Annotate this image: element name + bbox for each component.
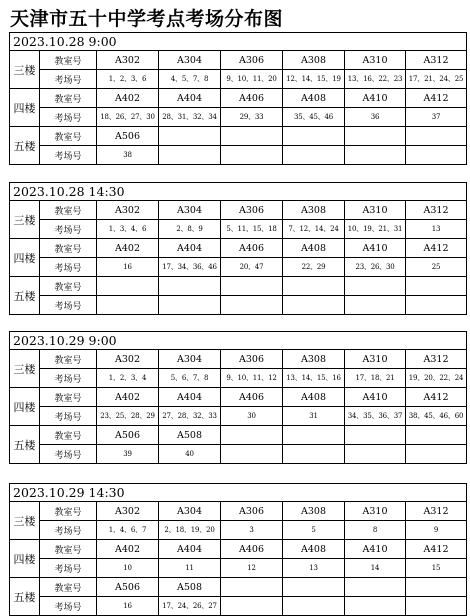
exam-room-numbers: 14 — [345, 559, 406, 578]
exam-room-numbers: 37 — [406, 108, 467, 127]
exam-room-label: 考场号 — [40, 597, 97, 616]
exam-room-numbers: 34、35、36、37 — [345, 407, 406, 426]
session-block — [9, 32, 466, 165]
session-block — [9, 483, 466, 616]
exam-room-numbers: 38 — [97, 146, 159, 165]
classroom-number: A306 — [221, 51, 283, 70]
classroom-number — [221, 578, 283, 597]
classroom-number: A312 — [406, 502, 467, 521]
exam-room-numbers: 17、34、36、46 — [159, 258, 221, 277]
exam-room-numbers: 40 — [159, 445, 221, 464]
exam-room-label: 考场号 — [40, 445, 97, 464]
classroom-number: A302 — [97, 502, 159, 521]
session-table — [9, 182, 467, 315]
session-block — [9, 182, 466, 315]
exam-room-numbers: 36 — [345, 108, 406, 127]
classroom-number: A408 — [283, 239, 345, 258]
session-table — [9, 483, 467, 616]
classroom-number: A410 — [345, 540, 406, 559]
session-datetime: 2023.10.29 9:00 — [10, 332, 467, 350]
exam-room-numbers — [159, 296, 221, 315]
exam-room-numbers — [283, 146, 345, 165]
exam-room-label: 考场号 — [40, 296, 97, 315]
floor-label: 四楼 — [10, 388, 40, 426]
classroom-number — [221, 277, 283, 296]
exam-room-numbers: 23、25、28、29 — [97, 407, 159, 426]
exam-room-numbers: 1、4、6、7 — [97, 521, 159, 540]
classroom-number: A508 — [159, 426, 221, 445]
session-block — [9, 331, 466, 464]
classroom-number — [159, 127, 221, 146]
classroom-number — [345, 426, 406, 445]
exam-room-numbers: 38、45、46、60 — [406, 407, 467, 426]
classroom-number — [221, 127, 283, 146]
exam-room-numbers: 1、3、4、6 — [97, 220, 159, 239]
floor-label: 四楼 — [10, 239, 40, 277]
classroom-label: 教室号 — [40, 502, 97, 521]
classroom-number: A308 — [283, 51, 345, 70]
exam-room-numbers — [283, 296, 345, 315]
exam-room-numbers: 3 — [221, 521, 283, 540]
floor-label: 三楼 — [10, 51, 40, 89]
classroom-label: 教室号 — [40, 578, 97, 597]
classroom-number — [97, 277, 159, 296]
classroom-label: 教室号 — [40, 201, 97, 220]
exam-room-numbers: 27、28、32、33 — [159, 407, 221, 426]
exam-room-label: 考场号 — [40, 70, 97, 89]
exam-room-numbers: 22、29 — [283, 258, 345, 277]
exam-room-label: 考场号 — [40, 521, 97, 540]
classroom-number: A408 — [283, 540, 345, 559]
classroom-number: A304 — [159, 350, 221, 369]
exam-room-numbers — [221, 597, 283, 616]
exam-room-numbers — [221, 296, 283, 315]
exam-room-numbers: 12 — [221, 559, 283, 578]
exam-room-label: 考场号 — [40, 407, 97, 426]
exam-room-numbers: 1、2、3、6 — [97, 70, 159, 89]
classroom-number: A408 — [283, 89, 345, 108]
exam-room-numbers — [406, 445, 467, 464]
exam-room-numbers — [221, 445, 283, 464]
classroom-number — [221, 426, 283, 445]
exam-room-numbers — [221, 146, 283, 165]
classroom-number: A506 — [97, 426, 159, 445]
classroom-number: A310 — [345, 502, 406, 521]
floor-label: 四楼 — [10, 540, 40, 578]
classroom-label: 教室号 — [40, 127, 97, 146]
classroom-number: A406 — [221, 540, 283, 559]
floor-label: 五楼 — [10, 426, 40, 464]
exam-room-numbers: 5、11、15、18 — [221, 220, 283, 239]
exam-room-numbers — [345, 597, 406, 616]
classroom-number — [283, 578, 345, 597]
exam-room-numbers: 18、26、27、30 — [97, 108, 159, 127]
exam-room-numbers: 9、10、11、12 — [221, 369, 283, 388]
classroom-number: A312 — [406, 350, 467, 369]
classroom-number — [406, 277, 467, 296]
exam-room-numbers: 10、19、21、31 — [345, 220, 406, 239]
exam-room-numbers — [406, 296, 467, 315]
classroom-number — [283, 127, 345, 146]
exam-room-numbers — [159, 146, 221, 165]
classroom-label: 教室号 — [40, 239, 97, 258]
exam-room-numbers: 17、18、21 — [345, 369, 406, 388]
classroom-number: A302 — [97, 350, 159, 369]
exam-room-numbers: 13 — [406, 220, 467, 239]
classroom-number — [406, 578, 467, 597]
classroom-number: A404 — [159, 540, 221, 559]
classroom-number: A310 — [345, 51, 406, 70]
exam-room-numbers: 13 — [283, 559, 345, 578]
classroom-number: A302 — [97, 201, 159, 220]
classroom-number: A304 — [159, 201, 221, 220]
classroom-number: A402 — [97, 239, 159, 258]
floor-label: 五楼 — [10, 578, 40, 616]
exam-room-numbers: 16 — [97, 597, 159, 616]
classroom-number: A306 — [221, 350, 283, 369]
classroom-number: A508 — [159, 578, 221, 597]
exam-room-numbers — [345, 146, 406, 165]
classroom-label: 教室号 — [40, 388, 97, 407]
exam-room-numbers: 7、12、14、24 — [283, 220, 345, 239]
exam-room-label: 考场号 — [40, 220, 97, 239]
exam-room-numbers: 11 — [159, 559, 221, 578]
classroom-number: A304 — [159, 51, 221, 70]
classroom-label: 教室号 — [40, 426, 97, 445]
floor-label: 三楼 — [10, 502, 40, 540]
classroom-number: A404 — [159, 388, 221, 407]
floor-label: 五楼 — [10, 277, 40, 315]
exam-room-numbers: 5 — [283, 521, 345, 540]
exam-room-numbers: 2、8、9 — [159, 220, 221, 239]
exam-room-numbers: 9、10、11、20 — [221, 70, 283, 89]
exam-room-numbers — [406, 597, 467, 616]
exam-room-numbers: 35、45、46 — [283, 108, 345, 127]
classroom-number: A406 — [221, 388, 283, 407]
classroom-number: A404 — [159, 239, 221, 258]
classroom-number: A410 — [345, 89, 406, 108]
classroom-number — [283, 426, 345, 445]
exam-room-numbers: 1、2、3、4 — [97, 369, 159, 388]
classroom-label: 教室号 — [40, 540, 97, 559]
exam-room-numbers: 4、5、7、8 — [159, 70, 221, 89]
classroom-number: A310 — [345, 201, 406, 220]
classroom-number: A312 — [406, 201, 467, 220]
exam-room-numbers: 23、26、30 — [345, 258, 406, 277]
exam-room-numbers: 15 — [406, 559, 467, 578]
classroom-number: A404 — [159, 89, 221, 108]
exam-room-label: 考场号 — [40, 559, 97, 578]
exam-room-numbers: 10 — [97, 559, 159, 578]
exam-room-numbers — [345, 445, 406, 464]
classroom-number: A506 — [97, 127, 159, 146]
floor-label: 三楼 — [10, 201, 40, 239]
page-title: 天津市五十中学考点考场分布图 — [10, 8, 284, 30]
exam-room-numbers — [345, 296, 406, 315]
exam-room-numbers: 13、16、22、23 — [345, 70, 406, 89]
classroom-number — [345, 578, 406, 597]
exam-room-label: 考场号 — [40, 258, 97, 277]
classroom-label: 教室号 — [40, 350, 97, 369]
classroom-number: A308 — [283, 350, 345, 369]
exam-room-numbers — [97, 296, 159, 315]
exam-room-numbers: 20、47 — [221, 258, 283, 277]
exam-room-numbers: 16 — [97, 258, 159, 277]
classroom-label: 教室号 — [40, 277, 97, 296]
classroom-number — [345, 277, 406, 296]
exam-room-numbers: 9 — [406, 521, 467, 540]
exam-room-numbers — [283, 597, 345, 616]
exam-room-numbers: 19、20、22、24 — [406, 369, 467, 388]
session-datetime: 2023.10.28 9:00 — [10, 33, 467, 51]
exam-room-label: 考场号 — [40, 146, 97, 165]
exam-room-label: 考场号 — [40, 369, 97, 388]
classroom-number: A412 — [406, 540, 467, 559]
exam-room-numbers — [406, 146, 467, 165]
exam-room-numbers: 25 — [406, 258, 467, 277]
floor-label: 三楼 — [10, 350, 40, 388]
exam-room-label: 考场号 — [40, 108, 97, 127]
classroom-number: A406 — [221, 239, 283, 258]
exam-room-numbers: 13、14、15、16 — [283, 369, 345, 388]
classroom-number: A506 — [97, 578, 159, 597]
classroom-number — [159, 277, 221, 296]
classroom-label: 教室号 — [40, 51, 97, 70]
classroom-number: A304 — [159, 502, 221, 521]
classroom-number — [345, 127, 406, 146]
classroom-number: A410 — [345, 388, 406, 407]
classroom-number: A302 — [97, 51, 159, 70]
classroom-number: A312 — [406, 51, 467, 70]
classroom-number: A412 — [406, 239, 467, 258]
classroom-number: A408 — [283, 388, 345, 407]
classroom-number — [406, 127, 467, 146]
floor-label: 四楼 — [10, 89, 40, 127]
exam-room-numbers: 12、14、15、19 — [283, 70, 345, 89]
session-datetime: 2023.10.28 14:30 — [10, 183, 467, 201]
classroom-number: A308 — [283, 502, 345, 521]
classroom-number — [406, 426, 467, 445]
exam-room-numbers: 17、24、26、27 — [159, 597, 221, 616]
exam-room-numbers: 8 — [345, 521, 406, 540]
classroom-label: 教室号 — [40, 89, 97, 108]
classroom-number: A308 — [283, 201, 345, 220]
exam-room-numbers: 2、18、19、20 — [159, 521, 221, 540]
classroom-number: A410 — [345, 239, 406, 258]
classroom-number: A412 — [406, 89, 467, 108]
classroom-number: A402 — [97, 388, 159, 407]
classroom-number: A306 — [221, 201, 283, 220]
exam-room-numbers: 29、33 — [221, 108, 283, 127]
classroom-number: A402 — [97, 89, 159, 108]
classroom-number: A412 — [406, 388, 467, 407]
exam-room-numbers: 31 — [283, 407, 345, 426]
exam-room-numbers: 17、21、24、25 — [406, 70, 467, 89]
classroom-number: A306 — [221, 502, 283, 521]
classroom-number: A402 — [97, 540, 159, 559]
classroom-number: A406 — [221, 89, 283, 108]
exam-room-numbers: 39 — [97, 445, 159, 464]
exam-room-numbers — [283, 445, 345, 464]
classroom-number — [283, 277, 345, 296]
classroom-number: A310 — [345, 350, 406, 369]
floor-label: 五楼 — [10, 127, 40, 165]
session-datetime: 2023.10.29 14:30 — [10, 484, 467, 502]
exam-room-numbers: 28、31、32、34 — [159, 108, 221, 127]
exam-room-numbers: 30 — [221, 407, 283, 426]
exam-room-numbers: 5、6、7、8 — [159, 369, 221, 388]
session-table — [9, 32, 467, 165]
session-table — [9, 331, 467, 464]
